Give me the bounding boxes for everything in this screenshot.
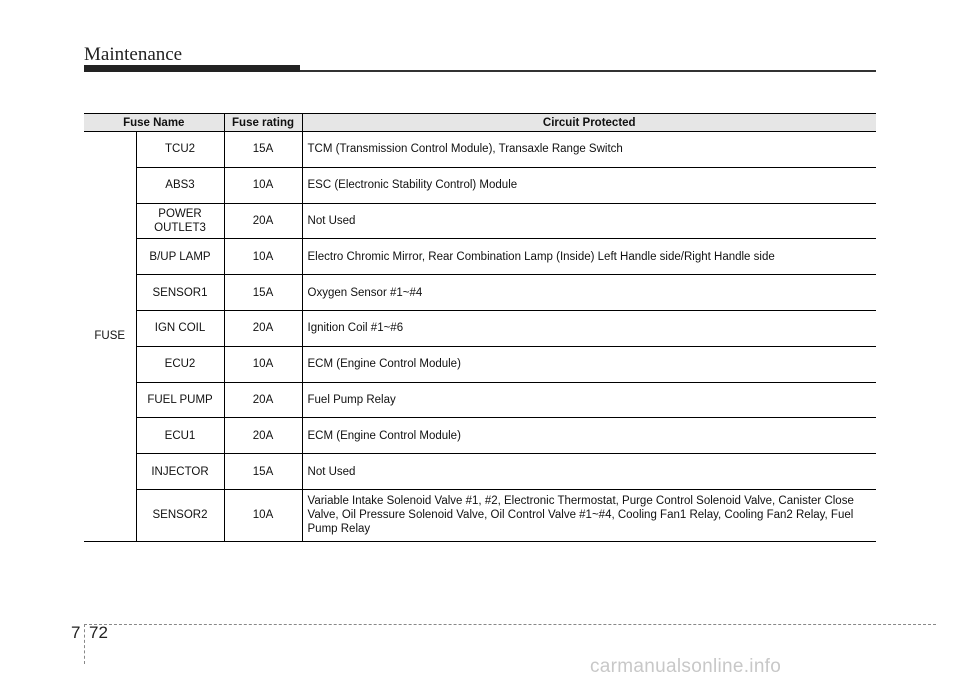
circuit-cell: Electro Chromic Mirror, Rear Combination Lamp (Inside) Left Handle side/Right Handle side: [302, 239, 876, 275]
table-row: [84, 203, 876, 239]
fuse-rating-cell: 20A: [224, 203, 302, 239]
table-row: [84, 382, 876, 418]
table-row: [84, 239, 876, 275]
fuse-name-cell: SENSOR2: [136, 489, 224, 541]
circuit-cell: ECM (Engine Control Module): [302, 346, 876, 382]
fuse-name-cell: SENSOR1: [136, 275, 224, 311]
fuse-table: [84, 113, 876, 542]
circuit-cell: TCM (Transmission Control Module), Transaxle Range Switch: [302, 132, 876, 168]
fuse-rating-cell: 20A: [224, 310, 302, 346]
fuse-name-cell: ECU2: [136, 346, 224, 382]
fuse-rating-cell: 15A: [224, 132, 302, 168]
fuse-rating-cell: 10A: [224, 167, 302, 203]
column-header-circuit-protected: Circuit Protected: [302, 114, 876, 132]
circuit-cell: Ignition Coil #1~#6: [302, 310, 876, 346]
column-header-fuse-name: Fuse Name: [84, 114, 224, 132]
table-row: [84, 454, 876, 490]
fuse-name-cell: TCU2: [136, 132, 224, 168]
fuse-rating-cell: 10A: [224, 346, 302, 382]
fuse-name-cell: IGN COIL: [136, 310, 224, 346]
table-row: [84, 418, 876, 454]
fuse-rating-cell: 15A: [224, 454, 302, 490]
table-header-row: [84, 114, 876, 132]
table-row: [84, 132, 876, 168]
fuse-name-cell: ABS3: [136, 167, 224, 203]
fuse-name-cell: POWER OUTLET3: [136, 203, 224, 239]
fuse-rating-cell: 20A: [224, 382, 302, 418]
fuse-name-cell: INJECTOR: [136, 454, 224, 490]
fuse-group-label: FUSE: [84, 132, 136, 542]
circuit-cell: Fuel Pump Relay: [302, 382, 876, 418]
watermark: carmanualsonline.info: [590, 656, 782, 677]
circuit-cell: Not Used: [302, 454, 876, 490]
table-row: [84, 346, 876, 382]
section-title: Maintenance: [84, 44, 183, 65]
fuse-name-cell: FUEL PUMP: [136, 382, 224, 418]
header-rule-thick: [84, 65, 300, 72]
circuit-cell: Variable Intake Solenoid Valve #1, #2, Electronic Thermostat, Purge Control Solenoid Valve, Canister Close Valve, Oil Pressure Solenoid Valve, Oil Control Valve #1~#4, Cooling Fan1 Relay, Cooling Fan2 Relay, Fuel Pump Relay: [302, 489, 876, 541]
footer-dashed-divider: [84, 624, 85, 664]
fuse-rating-cell: 15A: [224, 275, 302, 311]
table-row: [84, 489, 876, 541]
chapter-number: 7: [71, 623, 81, 642]
circuit-cell: ESC (Electronic Stability Control) Module: [302, 167, 876, 203]
circuit-cell: Not Used: [302, 203, 876, 239]
header-rule-thin: [300, 70, 876, 72]
table-row: [84, 275, 876, 311]
fuse-rating-cell: 10A: [224, 489, 302, 541]
fuse-rating-cell: 20A: [224, 418, 302, 454]
table-row: [84, 310, 876, 346]
fuse-rating-cell: 10A: [224, 239, 302, 275]
page-number: 72: [89, 623, 108, 642]
circuit-cell: ECM (Engine Control Module): [302, 418, 876, 454]
fuse-name-cell: ECU1: [136, 418, 224, 454]
table-row: [84, 167, 876, 203]
circuit-cell: Oxygen Sensor #1~#4: [302, 275, 876, 311]
footer-dashed-rule: [84, 624, 936, 625]
fuse-name-cell: B/UP LAMP: [136, 239, 224, 275]
column-header-fuse-rating: Fuse rating: [224, 114, 302, 132]
